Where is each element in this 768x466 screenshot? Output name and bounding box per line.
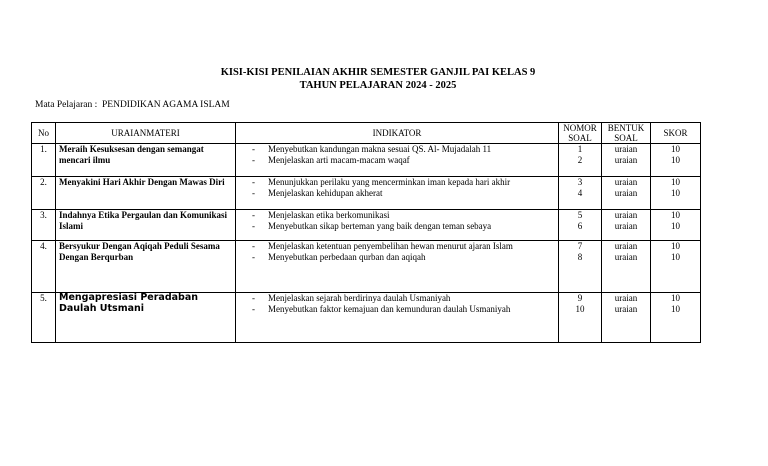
row-bentuk-soal — [602, 293, 651, 343]
header-bentuk-line2: SOAL — [614, 133, 638, 143]
indikator-item — [239, 293, 555, 304]
header-bentuk-soal — [602, 123, 651, 144]
row-number: 1. — [32, 144, 56, 177]
row-skor — [651, 177, 701, 210]
table-row — [32, 144, 701, 177]
row-number: 3. — [32, 210, 56, 241]
row-skor — [651, 293, 701, 343]
bentuk-value: uraian — [614, 177, 638, 187]
row-indikator — [236, 210, 559, 241]
bentuk-value: uraian — [614, 154, 638, 165]
row-bentuk-soal — [602, 210, 651, 241]
indikator-text: Menunjukkan perilaku yang mencerminkan iman kepada hari akhir — [268, 177, 511, 187]
indikator-text: Menyebutkan perbedaan qurban dan aqiqah — [268, 251, 426, 262]
indikator-text: Menjelaskan sejarah berdirinya daulah Usmaniyah — [268, 293, 451, 303]
row-indikator — [236, 144, 559, 177]
table-row — [32, 241, 701, 293]
header-nomor-line2: SOAL — [568, 133, 592, 143]
bentuk-value: uraian — [614, 241, 638, 251]
bentuk-value: uraian — [614, 293, 638, 303]
table-row — [32, 293, 701, 343]
row-skor — [651, 144, 701, 177]
indikator-item — [239, 210, 555, 221]
bullet-dash: - — [252, 303, 255, 314]
row-indikator — [236, 293, 559, 343]
nomor-value: 4 — [577, 187, 583, 198]
row-bentuk-soal — [602, 241, 651, 293]
indikator-item — [239, 155, 555, 166]
header-no: No — [32, 123, 56, 144]
indikator-item — [239, 252, 555, 263]
bullet-dash: - — [252, 210, 255, 220]
indikator-item — [239, 221, 555, 232]
bentuk-value: uraian — [614, 220, 638, 231]
header-skor: SKOR — [651, 123, 701, 144]
row-number: 2. — [32, 177, 56, 210]
indikator-item — [239, 144, 555, 155]
row-skor — [651, 241, 701, 293]
skor-value: 10 — [671, 303, 680, 314]
bullet-dash: - — [252, 220, 255, 231]
indikator-text: Menyebutkan sikap berteman yang baik dengan teman sebaya — [268, 220, 492, 231]
nomor-value: 6 — [577, 220, 583, 231]
skor-value: 10 — [671, 251, 680, 262]
row-bentuk-soal — [602, 177, 651, 210]
row-nomor-soal — [559, 210, 602, 241]
bentuk-value: uraian — [614, 144, 638, 154]
skor-value: 10 — [671, 210, 680, 220]
kisi-kisi-table — [31, 122, 701, 343]
indikator-item — [239, 241, 555, 252]
header-nomor-line1: NOMOR — [563, 123, 597, 133]
bullet-dash: - — [252, 241, 255, 251]
nomor-value: 3 — [577, 177, 583, 187]
nomor-value: 5 — [577, 210, 583, 220]
row-materi: Meraih Kesuksesan dengan semangat mencari ilmu — [56, 144, 236, 177]
document-subtitle: TAHUN PELAJARAN 2024 - 2025 — [299, 80, 457, 91]
header-materi: URAIANMATERI — [56, 123, 236, 144]
indikator-item — [239, 188, 555, 199]
indikator-text: Menjelaskan arti macam-macam waqaf — [268, 154, 410, 165]
nomor-value: 10 — [575, 303, 585, 314]
row-number: 5. — [32, 293, 56, 343]
document-title: KISI-KISI PENILAIAN AKHIR SEMESTER GANJIL PAI KELAS 9 — [220, 67, 536, 78]
table-header-row — [32, 123, 701, 144]
row-materi: Mengapresiasi Peradaban Daulah Utsmani — [56, 293, 236, 343]
row-nomor-soal — [559, 144, 602, 177]
nomor-value: 1 — [577, 144, 583, 154]
row-nomor-soal — [559, 241, 602, 293]
table-row — [32, 210, 701, 241]
skor-value: 10 — [671, 293, 680, 303]
bentuk-value: uraian — [614, 303, 638, 314]
bullet-dash: - — [252, 154, 255, 165]
skor-value: 10 — [671, 177, 680, 187]
indikator-text: Menyebutkan kandungan makna sesuai QS. Al- Mujadalah 11 — [268, 144, 492, 154]
skor-value: 10 — [671, 241, 680, 251]
row-number: 4. — [32, 241, 56, 293]
row-nomor-soal — [559, 177, 602, 210]
row-materi: Bersyukur Dengan Aqiqah Peduli Sesama Dengan Berqurban — [56, 241, 236, 293]
row-materi: Menyakini Hari Akhir Dengan Mawas Diri — [56, 177, 236, 210]
row-nomor-soal — [559, 293, 602, 343]
skor-value: 10 — [671, 220, 680, 231]
row-indikator — [236, 177, 559, 210]
subject-label: Mata Pelajaran : PENDIDIKAN AGAMA ISLAM — [35, 100, 230, 110]
bullet-dash: - — [252, 177, 255, 187]
row-bentuk-soal — [602, 144, 651, 177]
header-bentuk-line1: BENTUK — [607, 123, 645, 133]
skor-value: 10 — [671, 187, 680, 198]
skor-value: 10 — [671, 154, 680, 165]
bullet-dash: - — [252, 251, 255, 262]
indikator-text: Menyebutkan faktor kemajuan dan kemunduran daulah Usmaniyah — [268, 303, 511, 314]
row-skor — [651, 210, 701, 241]
skor-value: 10 — [671, 144, 680, 154]
bentuk-value: uraian — [614, 187, 638, 198]
row-indikator — [236, 241, 559, 293]
bullet-dash: - — [252, 144, 255, 154]
indikator-item — [239, 177, 555, 188]
bullet-dash: - — [252, 187, 255, 198]
header-indikator: INDIKATOR — [236, 123, 559, 144]
table-row — [32, 177, 701, 210]
header-nomor-soal — [559, 123, 602, 144]
indikator-item — [239, 304, 555, 315]
bentuk-value: uraian — [614, 210, 638, 220]
nomor-value: 7 — [577, 241, 583, 251]
bentuk-value: uraian — [614, 251, 638, 262]
row-materi: Indahnya Etika Pergaulan dan Komunikasi Islami — [56, 210, 236, 241]
nomor-value: 8 — [577, 251, 583, 262]
indikator-text: Menjelaskan ketentuan penyembelihan hewan menurut ajaran Islam — [268, 241, 513, 251]
nomor-value: 2 — [577, 154, 583, 165]
indikator-text: Menjelaskan etika berkomunikasi — [268, 210, 390, 220]
bullet-dash: - — [252, 293, 255, 303]
nomor-value: 9 — [577, 293, 583, 303]
indikator-text: Menjelaskan kehidupan akherat — [268, 187, 383, 198]
